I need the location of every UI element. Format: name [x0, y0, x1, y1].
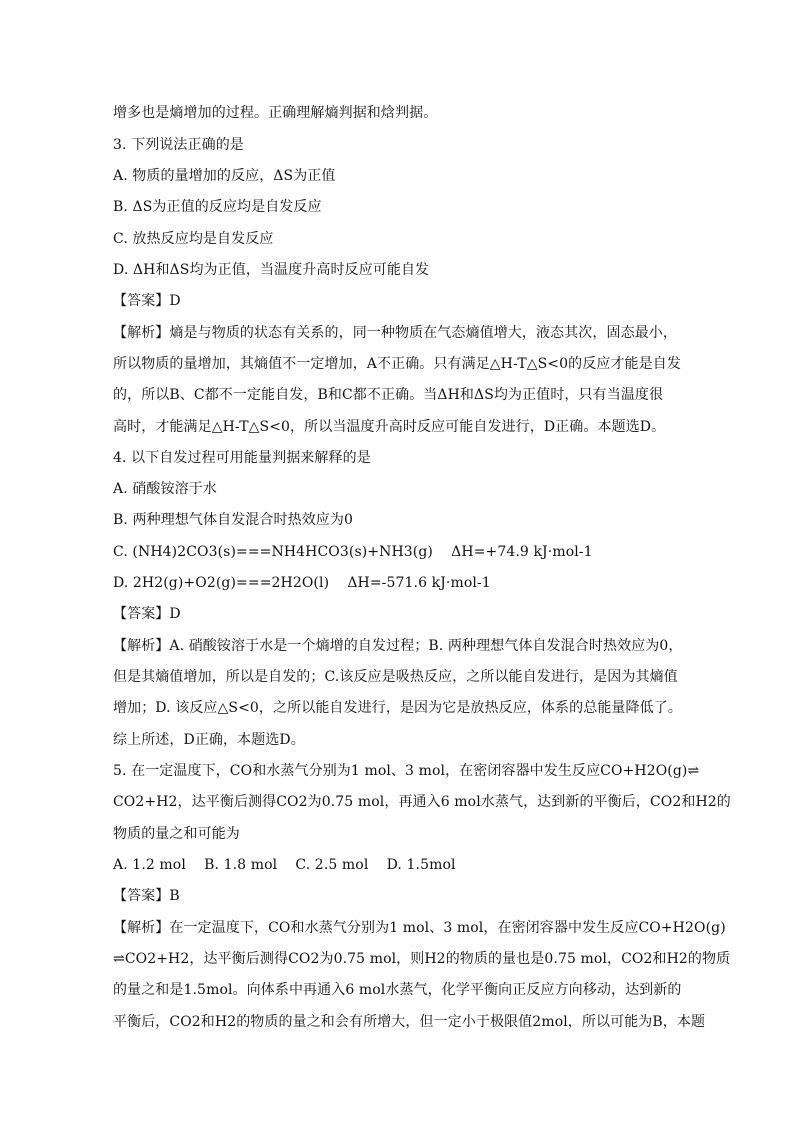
analysis-line: 的量之和是1.5mol。向体系中再通入6 mol水蒸气，化学平衡向正反应方向移动，达到新的 — [113, 982, 682, 998]
analysis-line: 【解析】熵是与物质的状态有关系的，同一种物质在气态熵值增大，液态其次，固态最小， — [113, 325, 677, 341]
question-3-stem: 3. 下列说法正确的是 — [113, 137, 244, 153]
option-c: C. (NH4)2CO3(s)===NH4HCO3(s)+NH3(g) ΔH=+74.9 kJ·mol-1 — [113, 544, 593, 560]
answer-line: 【答案】D — [113, 293, 181, 309]
option-d: D. 2H2(g)+O2(g)===2H2O(l) ΔH=-571.6 kJ·mol-1 — [113, 575, 491, 591]
option-a: A. 物质的量增加的反应，ΔS为正值 — [113, 168, 336, 184]
option-b: B. 两种理想气体自发混合时热效应为0 — [113, 512, 353, 528]
text-line: 增多也是熵增加的过程。正确理解熵判据和焓判据。 — [113, 105, 438, 121]
analysis-line: 但是其熵值增加，所以是自发的；C.该反应是吸热反应，之所以能自发进行，是因为其熵值 — [113, 669, 678, 685]
analysis-line: 高时，才能满足△H-T△S<0，所以当温度升高时反应可能自发进行，D正确。本题选D。 — [113, 419, 666, 435]
analysis-line: 【解析】在一定温度下，CO和水蒸气分别为1 mol、3 mol，在密闭容器中发生反应CO+H2O(g) — [113, 920, 726, 936]
answer-line: 【答案】B — [113, 888, 180, 904]
options-line: A. 1.2 mol B. 1.8 mol C. 2.5 mol D. 1.5mol — [113, 857, 456, 873]
question-5-stem: CO2+H2，达平衡后测得CO2为0.75 mol，再通入6 mol水蒸气，达到新的平衡后，CO2和H2的 — [113, 794, 731, 810]
question-4-stem: 4. 以下自发过程可用能量判据来解释的是 — [113, 450, 371, 466]
analysis-line: 【解析】A. 硝酸铵溶于水是一个熵增的自发过程；B. 两种理想气体自发混合时热效应为0， — [113, 638, 683, 654]
option-c: C. 放热反应均是自发反应 — [113, 231, 274, 247]
analysis-line: 所以物质的量增加，其熵值不一定增加，A不正确。只有满足△H-T△S<0的反应才能是自发 — [113, 356, 681, 372]
answer-line: 【答案】D — [113, 606, 181, 622]
option-a: A. 硝酸铵溶于水 — [113, 481, 217, 497]
question-5-stem: 物质的量之和可能为 — [113, 826, 240, 842]
analysis-line: 增加；D. 该反应△S<0，之所以能自发进行，是因为它是放热反应，体系的总能量降低了。 — [113, 700, 682, 716]
option-b: B. ΔS为正值的反应均是自发反应 — [113, 199, 322, 215]
analysis-line: 综上所述，D正确，本题选D。 — [113, 732, 305, 748]
analysis-line: ⇌CO2+H2，达平衡后测得CO2为0.75 mol，则H2的物质的量也是0.75 mol，CO2和H2的物质 — [113, 951, 731, 967]
question-5-stem: 5. 在一定温度下，CO和水蒸气分别为1 mol、3 mol，在密闭容器中发生反应CO+H2O(g)⇌ — [113, 763, 700, 779]
analysis-line: 平衡后，CO2和H2的物质的量之和会有所增大，但一定小于极限值2mol，所以可能为B，本题 — [113, 1014, 706, 1030]
option-d: D. ΔH和ΔS均为正值，当温度升高时反应可能自发 — [113, 262, 430, 278]
analysis-line: 的，所以B、C都不一定能自发，B和C都不正确。当ΔH和ΔS均为正值时，只有当温度很 — [113, 387, 664, 403]
